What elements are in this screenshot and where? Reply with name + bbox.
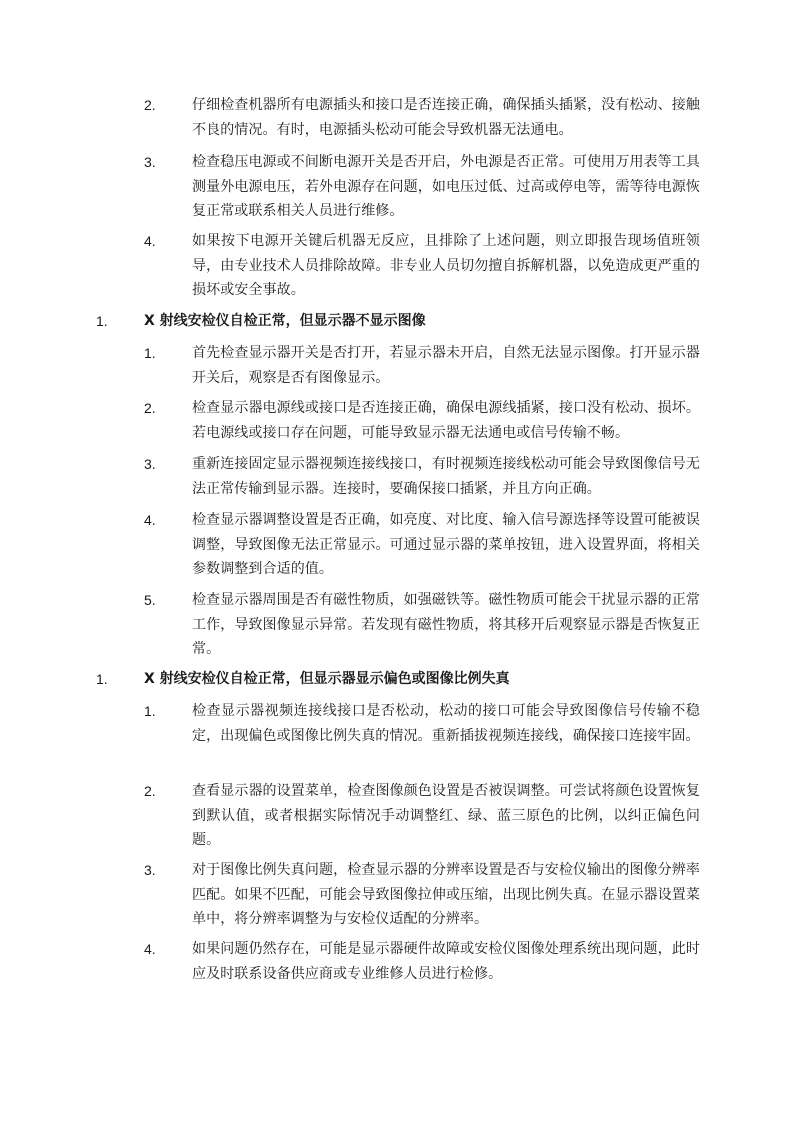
item-number: 3. (144, 154, 156, 170)
item-number: 1. (144, 345, 156, 361)
heading-number: 1. (96, 671, 108, 687)
item-number: 3. (144, 456, 156, 472)
item-number: 4. (144, 941, 156, 957)
item-text: 检查显示器调整设置是否正确，如亮度、对比度、输入信号源选择等设置可能被误调整，导致图像无法正常显示。可通过显示器的菜单按钮，进入设置界面，将相关参数调整到合适的值。 (192, 512, 700, 577)
item-text: 首先检查显示器开关是否打开，若显示器未开启，自然无法显示图像。打开显示器开关后，观察是否有图像显示。 (192, 345, 700, 386)
item-number: 4. (144, 512, 156, 528)
item-number: 3. (144, 862, 156, 878)
item-number: 2. (144, 97, 156, 113)
item-number: 2. (144, 400, 156, 416)
item-number: 4. (144, 233, 156, 249)
item-text: 如果按下电源开关键后机器无反应，且排除了上述问题，则立即报告现场值班领导，由专业技术人员排除故障。非专业人员切勿擅自拆解机器，以免造成更严重的损坏或安全事故。 (192, 233, 700, 298)
item-number: 1. (144, 703, 156, 719)
item-text: 检查显示器电源线或接口是否连接正确，确保电源线插紧，接口没有松动、损坏。若电源线或接口存在问题，可能导致显示器无法通电或信号传输不畅。 (192, 400, 700, 441)
item-text: 检查显示器视频连接线接口是否松动，松动的接口可能会导致图像信号传输不稳定，出现偏色或图像比例失真的情况。重新插拔视频连接线，确保接口连接牢固。 (192, 703, 700, 744)
item-text: 如果问题仍然存在，可能是显示器硬件故障或安检仪图像处理系统出现问题，此时应及时联系设备供应商或专业维修人员进行检修。 (192, 941, 700, 982)
item-text: 仔细检查机器所有电源插头和接口是否连接正确，确保插头插紧，没有松动、接触不良的情况。有时，电源插头松动可能会导致机器无法通电。 (192, 97, 700, 138)
item-number: 2. (144, 783, 156, 799)
heading-text: X 射线安检仪自检正常，但显示器不显示图像 (144, 313, 426, 329)
item-text: 检查稳压电源或不间断电源开关是否开启，外电源是否正常。可使用万用表等工具测量外电源电压，若外电源存在问题，如电压过低、过高或停电等，需等待电源恢复正常或联系相关人员进行维修。 (192, 154, 700, 219)
item-text: 重新连接固定显示器视频连接线接口，有时视频连接线松动可能会导致图像信号无法正常传输到显示器。连接时，要确保接口插紧，并且方向正确。 (192, 456, 700, 497)
item-text: 查看显示器的设置菜单，检查图像颜色设置是否被误调整。可尝试将颜色设置恢复到默认值，或者根据实际情况手动调整红、绿、蓝三原色的比例，以纠正偏色问题。 (192, 783, 700, 848)
item-text: 对于图像比例失真问题，检查显示器的分辨率设置是否与安检仪输出的图像分辨率匹配。如果不匹配，可能会导致图像拉伸或压缩，出现比例失真。在显示器设置菜单中，将分辨率调整为与安检仪适配的分辨率。 (192, 862, 700, 927)
heading-number: 1. (96, 313, 108, 329)
heading-text: X 射线安检仪自检正常，但显示器显示偏色或图像比例失真 (144, 671, 510, 687)
item-number: 5. (144, 592, 156, 608)
item-text: 检查显示器周围是否有磁性物质，如强磁铁等。磁性物质可能会干扰显示器的正常工作，导致图像显示异常。若发现有磁性物质，将其移开后观察显示器是否恢复正常。 (192, 592, 700, 657)
